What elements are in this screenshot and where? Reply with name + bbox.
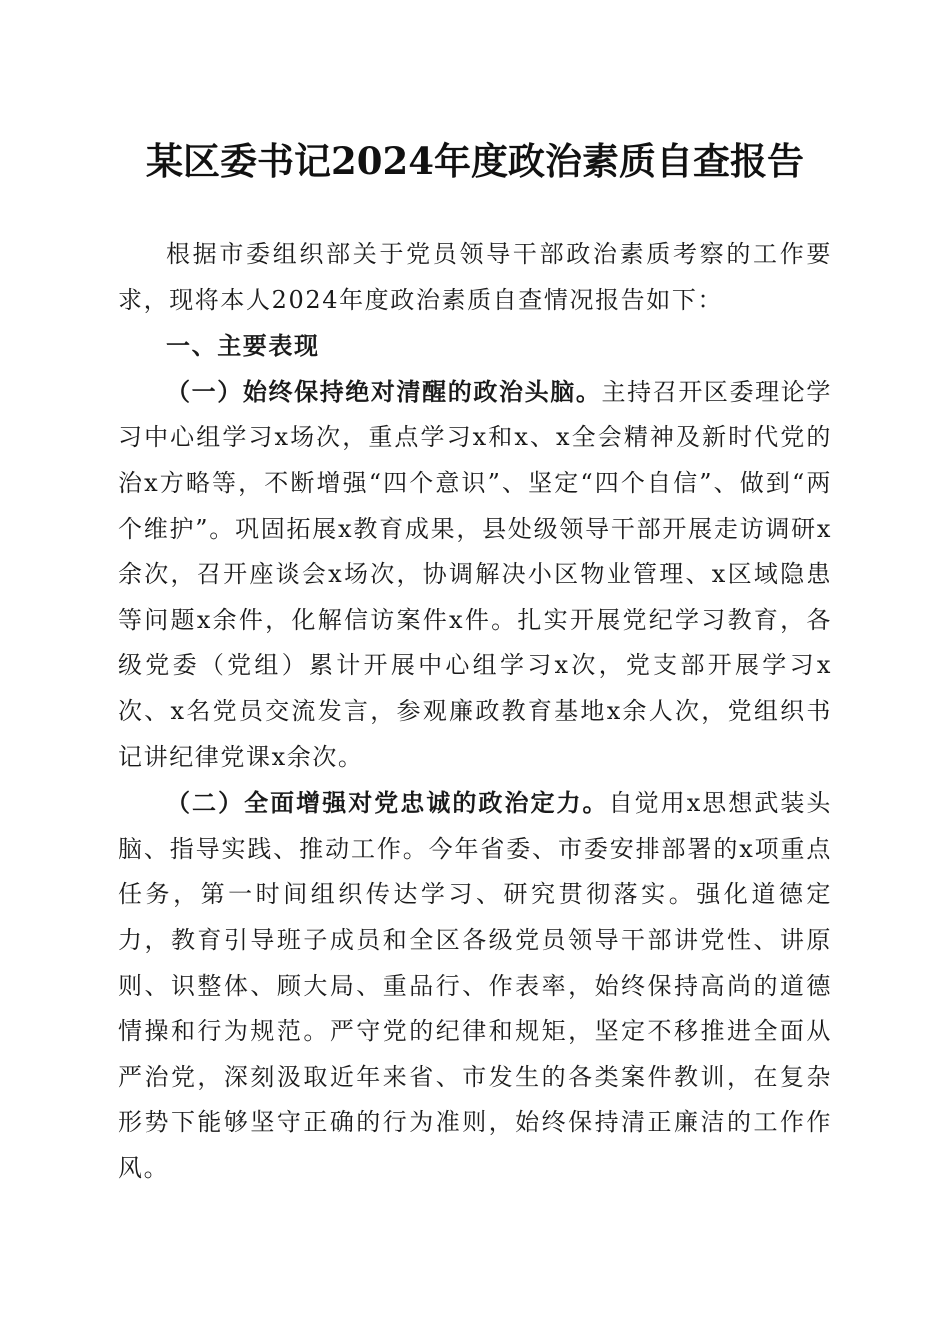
section-paragraph-1 (118, 369, 832, 780)
section-heading: 一、主要表现 (166, 331, 320, 361)
subsection-text-1: 主持召开区委理论学习中心组学习x场次，重点学习x和x、x全会精神及新时代党的治x方略等，不断增强“四个意识”、坚定“四个自信”、做到“两个维护”。巩固拓展x教育成果，县处级领导干部开展走访调研x余次，召开座谈会x场次，协调解决小区物业管理、x区域隐患等问题x余件，化解信访案件x件。扎实开展党纪学习教育，各级党委（党组）累计开展中心组学习x次，党支部开展学习x次、x名党员交流发言，参观廉政教育基地x余人次，党组织书记讲纪律党课x余次。 (118, 377, 832, 771)
document-title: 某区委书记2024年度政治素质自查报告 (146, 139, 804, 183)
section-paragraph-2 (118, 780, 832, 1191)
subsection-lead-1: （一）始终保持绝对清醒的政治头脑。 (166, 376, 602, 406)
document-body (118, 232, 832, 1191)
subsection-text-2: 自觉用x思想武装头脑、指导实践、推动工作。今年省委、市委安排部署的x项重点任务，第一时间组织传达学习、研究贯彻落实。强化道德定力，教育引导班子成员和全区各级党员领导干部讲党性、讲原则、识整体、顾大局、重品行、作表率，始终保持高尚的道德情操和行为规范。严守党的纪律和规矩，坚定不移推进全面从严治党，深刻汲取近年来省、市发生的各类案件教训，在复杂形势下能够坚守正确的行为准则，始终保持清正廉洁的工作作风。 (118, 789, 833, 1182)
subsection-lead-2: （二）全面增强对党忠诚的政治定力。 (166, 788, 609, 818)
intro-paragraph: 根据市委组织部关于党员领导干部政治素质考察的工作要求，现将本人2024年度政治素质自查情况报告如下： (118, 240, 832, 314)
